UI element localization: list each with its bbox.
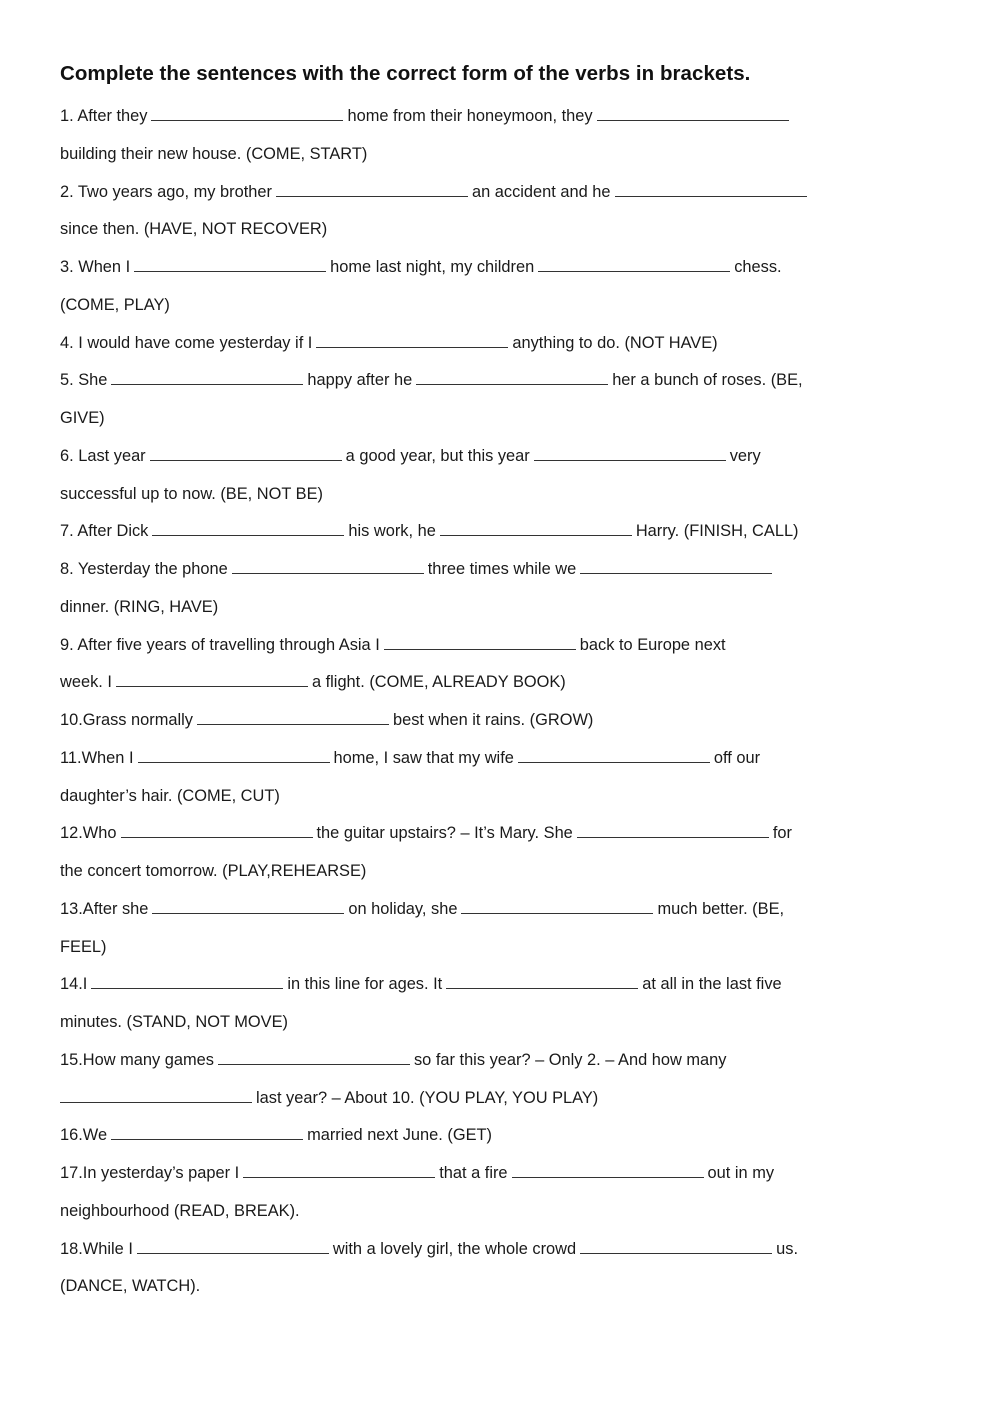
exercise-line: [60, 143, 367, 165]
exercise-line: [60, 181, 807, 203]
answer-blank[interactable]: [151, 105, 343, 121]
sentence-text: much better. (BE,: [657, 899, 785, 918]
exercise-line: [60, 332, 718, 354]
exercise-line: [60, 671, 566, 693]
exercise-line: [60, 747, 760, 769]
sentence-text: home from their honeymoon, they: [347, 107, 593, 125]
sentence-text: neighbourhood (READ, BREAK).: [60, 1201, 300, 1220]
sentence-text: very: [729, 446, 761, 465]
sentence-text: 17.In yesterday’s paper I: [60, 1164, 240, 1182]
answer-blank[interactable]: [518, 747, 710, 763]
sentence-text: the guitar upstairs? – It’s Mary. She: [316, 824, 573, 843]
answer-blank[interactable]: [138, 747, 330, 763]
exercise-line: [60, 860, 366, 882]
answer-blank[interactable]: [615, 181, 807, 197]
sentence-text: FEEL): [60, 937, 107, 956]
exercise-line: [60, 973, 782, 995]
exercise-line: [60, 1238, 798, 1260]
sentence-text: daughter’s hair. (COME, CUT): [60, 786, 280, 805]
sentence-text: building their new house. (COME, START): [60, 144, 368, 163]
answer-blank[interactable]: [597, 105, 789, 121]
sentence-text: us.: [776, 1239, 799, 1258]
exercise-line: [60, 294, 170, 316]
sentence-text: at all in the last five: [642, 975, 782, 994]
sentence-text: week. I: [60, 673, 112, 692]
answer-blank[interactable]: [116, 671, 308, 687]
sentence-text: 14.I: [60, 975, 88, 994]
exercise-line: [60, 483, 323, 505]
answer-blank[interactable]: [134, 256, 326, 272]
sentence-text: 9. After five years of travelling through Asia I: [60, 635, 380, 654]
exercise-line: [60, 256, 782, 278]
exercise-line: [60, 1087, 598, 1109]
answer-blank[interactable]: [534, 445, 726, 461]
answer-blank[interactable]: [580, 558, 772, 574]
exercise-line: [60, 1124, 492, 1146]
answer-blank[interactable]: [218, 1049, 410, 1065]
sentence-text: since then. (HAVE, NOT RECOVER): [60, 220, 328, 239]
worksheet-title: Complete the sentences with the correct form of the verbs in brackets.: [60, 62, 751, 85]
sentence-text: last year? – About 10. (YOU PLAY, YOU PLAY): [256, 1088, 599, 1107]
answer-blank[interactable]: [580, 1238, 772, 1254]
exercise-line: [60, 709, 593, 731]
sentence-text: on holiday, she: [348, 899, 458, 918]
sentence-text: Harry. (FINISH, CALL): [635, 522, 799, 541]
answer-blank[interactable]: [440, 520, 632, 536]
sentence-text: in this line for ages. It: [287, 975, 443, 994]
sentence-text: 2. Two years ago, my brother: [60, 182, 272, 201]
answer-blank[interactable]: [137, 1238, 329, 1254]
sentence-text: a flight. (COME, ALREADY BOOK): [311, 673, 566, 692]
exercise-line: [60, 634, 726, 656]
answer-blank[interactable]: [276, 181, 468, 197]
sentence-text: chess.: [734, 258, 782, 276]
sentence-text: 6. Last year: [60, 446, 146, 465]
answer-blank[interactable]: [121, 822, 313, 838]
sentence-text: successful up to now. (BE, NOT BE): [60, 484, 323, 503]
sentence-text: home last night, my children: [330, 258, 535, 276]
answer-blank[interactable]: [91, 973, 283, 989]
answer-blank[interactable]: [577, 822, 769, 838]
sentence-text: 12.Who: [60, 824, 117, 843]
exercise-line: [60, 898, 784, 920]
sentence-text: 10.Grass normally: [60, 711, 193, 729]
exercise-line: [60, 407, 105, 429]
sentence-text: that a fire: [439, 1164, 508, 1182]
sentence-text: (COME, PLAY): [60, 295, 170, 314]
exercise-line: [60, 445, 761, 467]
sentence-text: off our: [713, 748, 761, 767]
sentence-text: 11.When I: [60, 748, 134, 767]
sentence-text: 3. When I: [60, 258, 131, 276]
sentence-text: minutes. (STAND, NOT MOVE): [60, 1013, 288, 1031]
sentence-text: her a bunch of roses. (BE,: [612, 371, 803, 390]
exercise-line: [60, 822, 792, 844]
answer-blank[interactable]: [152, 520, 344, 536]
sentence-text: happy after he: [307, 371, 413, 390]
sentence-text: (DANCE, WATCH).: [60, 1277, 201, 1296]
exercise-line: [60, 1275, 200, 1297]
sentence-text: GIVE): [60, 409, 105, 427]
sentence-text: dinner. (RING, HAVE): [60, 597, 219, 616]
answer-blank[interactable]: [197, 709, 389, 725]
sentence-text: with a lovely girl, the whole crowd: [332, 1239, 577, 1258]
answer-blank[interactable]: [60, 1087, 252, 1103]
sentence-text: an accident and he: [471, 182, 611, 201]
exercise-line: [60, 936, 106, 958]
exercise-line: [60, 1162, 774, 1184]
sentence-text: three times while we: [427, 560, 577, 578]
answer-blank[interactable]: [150, 445, 342, 461]
sentence-text: 4. I would have come yesterday if I: [60, 333, 313, 352]
answer-blank[interactable]: [243, 1162, 435, 1178]
answer-blank[interactable]: [384, 634, 576, 650]
sentence-text: 1. After they: [60, 107, 148, 125]
sentence-text: his work, he: [348, 522, 436, 541]
answer-blank[interactable]: [461, 898, 653, 914]
exercise-line: [60, 785, 280, 807]
exercise-line: [60, 596, 218, 618]
sentence-text: out in my: [707, 1164, 775, 1182]
sentence-text: 15.How many games: [60, 1050, 214, 1069]
exercise-line: [60, 105, 789, 127]
answer-blank[interactable]: [152, 898, 344, 914]
sentence-text: 16.We: [60, 1126, 108, 1145]
answer-blank[interactable]: [111, 369, 303, 385]
exercise-line: [60, 1200, 300, 1222]
exercise-line: [60, 520, 799, 542]
sentence-text: 18.While I: [60, 1239, 133, 1258]
sentence-text: 8. Yesterday the phone: [60, 560, 228, 578]
sentence-text: 13.After she: [60, 899, 149, 918]
answer-blank[interactable]: [232, 558, 424, 574]
answer-blank[interactable]: [538, 256, 730, 272]
sentence-text: 7. After Dick: [60, 522, 149, 541]
sentence-text: home, I saw that my wife: [333, 748, 514, 767]
sentence-text: 5. She: [60, 371, 108, 390]
sentence-text: anything to do. (NOT HAVE): [512, 333, 718, 352]
answer-blank[interactable]: [316, 332, 508, 348]
exercise-line: [60, 558, 772, 580]
exercise-line: [60, 218, 327, 240]
answer-blank[interactable]: [111, 1124, 303, 1140]
sentence-text: for: [772, 824, 792, 843]
sentence-text: married next June. (GET): [307, 1126, 492, 1145]
exercise-line: [60, 1049, 726, 1071]
answer-blank[interactable]: [446, 973, 638, 989]
sentence-text: best when it rains. (GROW): [393, 711, 594, 729]
sentence-text: so far this year? – Only 2. – And how many: [413, 1050, 727, 1069]
sentence-text: a good year, but this year: [345, 446, 530, 465]
sentence-text: back to Europe next: [579, 635, 726, 654]
exercise-line: [60, 369, 803, 391]
exercise-line: [60, 1011, 288, 1033]
sentence-text: the concert tomorrow. (PLAY,REHEARSE): [60, 862, 367, 880]
answer-blank[interactable]: [416, 369, 608, 385]
answer-blank[interactable]: [512, 1162, 704, 1178]
